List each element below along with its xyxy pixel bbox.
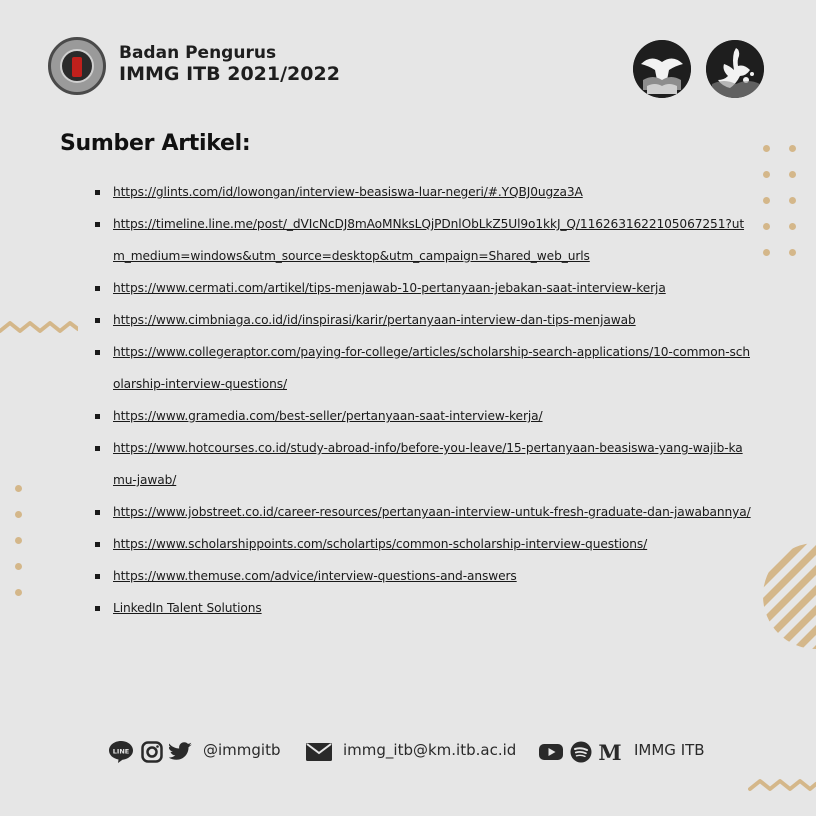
source-link[interactable]: https://www.cermati.com/artikel/tips-menjawab-10-pertanyaan-jebakan-saat-interview-kerja <box>113 281 666 295</box>
peacock-badge-icon <box>706 40 764 98</box>
email-address[interactable]: immg_itb@km.itb.ac.id <box>343 741 517 759</box>
source-link[interactable]: https://www.jobstreet.co.id/career-resources/pertanyaan-interview-untuk-fresh-graduate-dan-jawabannya/ <box>113 505 751 519</box>
decor-dot <box>15 537 22 544</box>
source-link[interactable]: https://timeline.line.me/post/_dVIcNcDJ8mAoMNksLQjPDnlObLkZ5Ul9o1kkJ_Q/1162631622105067251?utm_medium=windows&utm_source=desktop&utm_campaign=Shared_web_urls <box>113 217 745 263</box>
decor-dot <box>15 485 22 492</box>
source-link[interactable]: https://www.cimbniaga.co.id/id/inspirasi/karir/pertanyaan-interview-dan-tips-menjawab <box>113 313 636 327</box>
contact-footer <box>108 737 728 767</box>
decor-striped-circle <box>763 543 816 649</box>
list-item <box>93 272 753 304</box>
line-icon[interactable] <box>108 740 134 764</box>
decor-dot <box>763 249 770 256</box>
bullet-icon <box>95 414 100 419</box>
source-link[interactable]: https://www.scholarshippoints.com/scholartips/common-scholarship-interview-questions/ <box>113 537 648 551</box>
source-link[interactable]: https://www.themuse.com/advice/interview-questions-and-answers <box>113 569 517 583</box>
spotify-icon[interactable] <box>570 741 592 763</box>
svg-text:LINE: LINE <box>112 747 130 756</box>
list-item <box>93 400 753 432</box>
list-item <box>93 208 753 272</box>
source-link[interactable]: https://www.hotcourses.co.id/study-abroad-info/before-you-leave/15-pertanyaan-beasiswa-yang-wajib-kamu-jawab/ <box>113 441 743 487</box>
decor-zigzag <box>748 776 816 794</box>
bullet-icon <box>95 574 100 579</box>
sources-list <box>93 176 753 624</box>
bullet-icon <box>95 190 100 195</box>
twitter-icon[interactable] <box>169 742 193 762</box>
list-item <box>93 560 753 592</box>
decor-dot <box>789 249 796 256</box>
source-link[interactable]: https://www.collegeraptor.com/paying-for-college/articles/scholarship-search-applications/10-common-scholarship-interview-questions/ <box>113 345 750 391</box>
org-name-line1: Badan Pengurus <box>119 43 277 63</box>
source-link[interactable]: LinkedIn Talent Solutions <box>113 601 262 615</box>
section-heading: Sumber Artikel: <box>60 131 251 156</box>
bullet-icon <box>95 350 100 355</box>
list-item <box>93 432 753 496</box>
social-handle[interactable]: @immgitb <box>203 741 281 759</box>
medium-icon[interactable] <box>598 741 622 763</box>
bullet-icon <box>95 510 100 515</box>
decor-dot <box>15 511 22 518</box>
instagram-icon[interactable] <box>141 741 163 763</box>
bullet-icon <box>95 222 100 227</box>
decor-dot <box>15 563 22 570</box>
source-link[interactable]: https://glints.com/id/lowongan/interview-beasiswa-luar-negeri/#.YQBJ0ugza3A <box>113 185 583 199</box>
media-name[interactable]: IMMG ITB <box>634 741 705 759</box>
decor-dot <box>789 197 796 204</box>
org-name-line2: IMMG ITB 2021/2022 <box>119 63 340 85</box>
list-item <box>93 304 753 336</box>
svg-text:M: M <box>598 741 622 763</box>
list-item <box>93 176 753 208</box>
bullet-icon <box>95 286 100 291</box>
list-item <box>93 528 753 560</box>
immg-emblem-icon <box>48 37 106 95</box>
list-item <box>93 496 753 528</box>
organization-title <box>119 43 340 85</box>
decor-dot <box>789 145 796 152</box>
source-link[interactable]: https://www.gramedia.com/best-seller/pertanyaan-saat-interview-kerja/ <box>113 409 543 423</box>
decor-dot <box>789 171 796 178</box>
decor-dot <box>15 589 22 596</box>
bullet-icon <box>95 318 100 323</box>
decor-dot <box>789 223 796 230</box>
bullet-icon <box>95 446 100 451</box>
list-item <box>93 592 753 624</box>
decor-dot <box>763 171 770 178</box>
decor-dot <box>763 145 770 152</box>
eagle-badge-icon <box>633 40 691 98</box>
decor-zigzag <box>0 318 78 336</box>
bullet-icon <box>95 542 100 547</box>
bullet-icon <box>95 606 100 611</box>
decor-dot <box>763 223 770 230</box>
youtube-icon[interactable] <box>538 742 564 762</box>
list-item <box>93 336 753 400</box>
decor-dot <box>763 197 770 204</box>
mail-icon[interactable] <box>305 742 333 762</box>
